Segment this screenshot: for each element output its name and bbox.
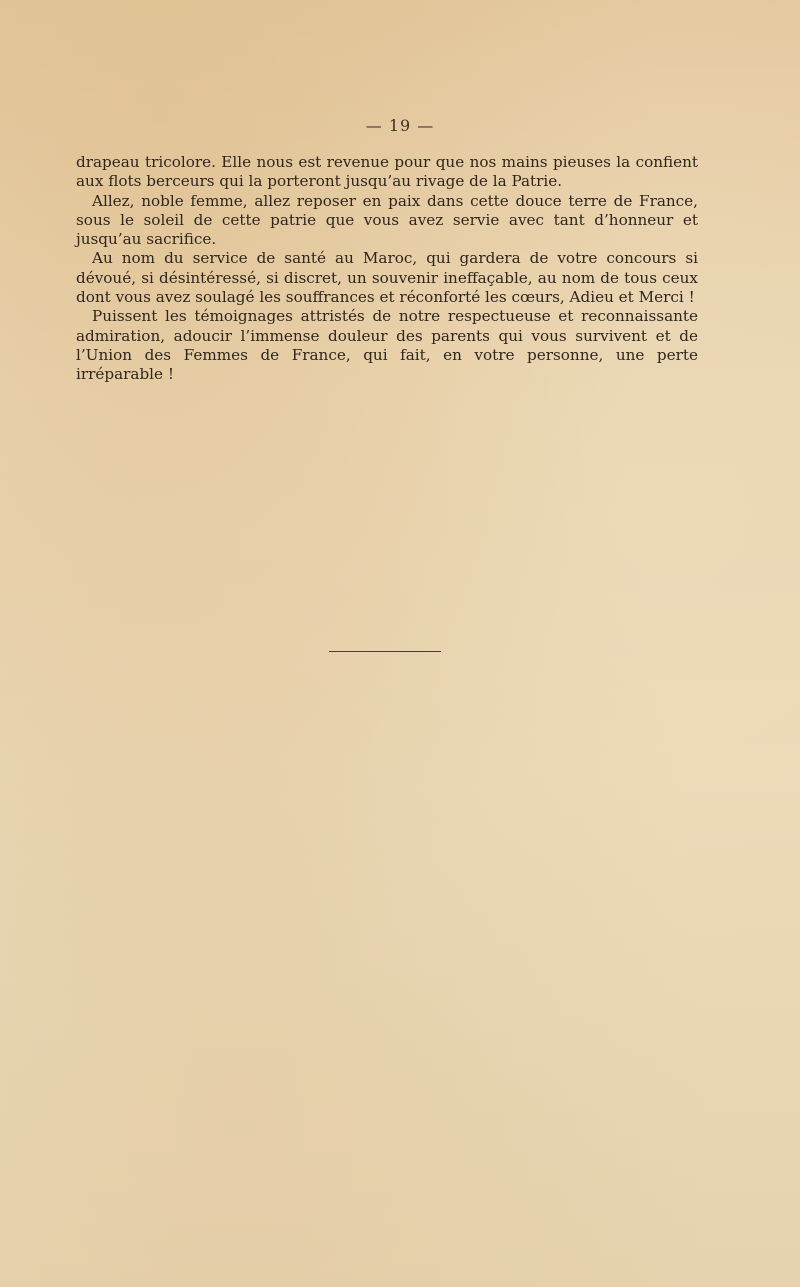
- paragraph-2: Allez, noble femme, allez reposer en paix dans cette douce terre de France, sous le soleil de cette patrie que vous avez servie avec tant d’honneur et jusqu’au sacrifice.: [76, 191, 698, 249]
- body-text: [76, 153, 698, 385]
- page-number: — 19 —: [365, 116, 435, 135]
- end-rule: [329, 651, 441, 652]
- paragraph-1: drapeau tricolore. Elle nous est revenue pour que nos mains pieuses la confient aux flots berceurs qui la porteront jusqu’au rivage de la Patrie.: [76, 153, 698, 191]
- paragraph-3: Au nom du service de santé au Maroc, qui gardera de votre concours si dévoué, si désintéressé, si discret, un souvenir ineffaçable, au nom de tous ceux dont vous avez soulagé les souffrances et réconforté les cœurs, Adieu et Merci !: [76, 249, 698, 307]
- paragraph-4: Puissent les témoignages attristés de notre respectueuse et reconnaissante admiration, adoucir l’immense douleur des parents qui vous survivent et de l’Union des Femmes de France, qui fait, en votre personne, une perte irréparable !: [76, 307, 698, 384]
